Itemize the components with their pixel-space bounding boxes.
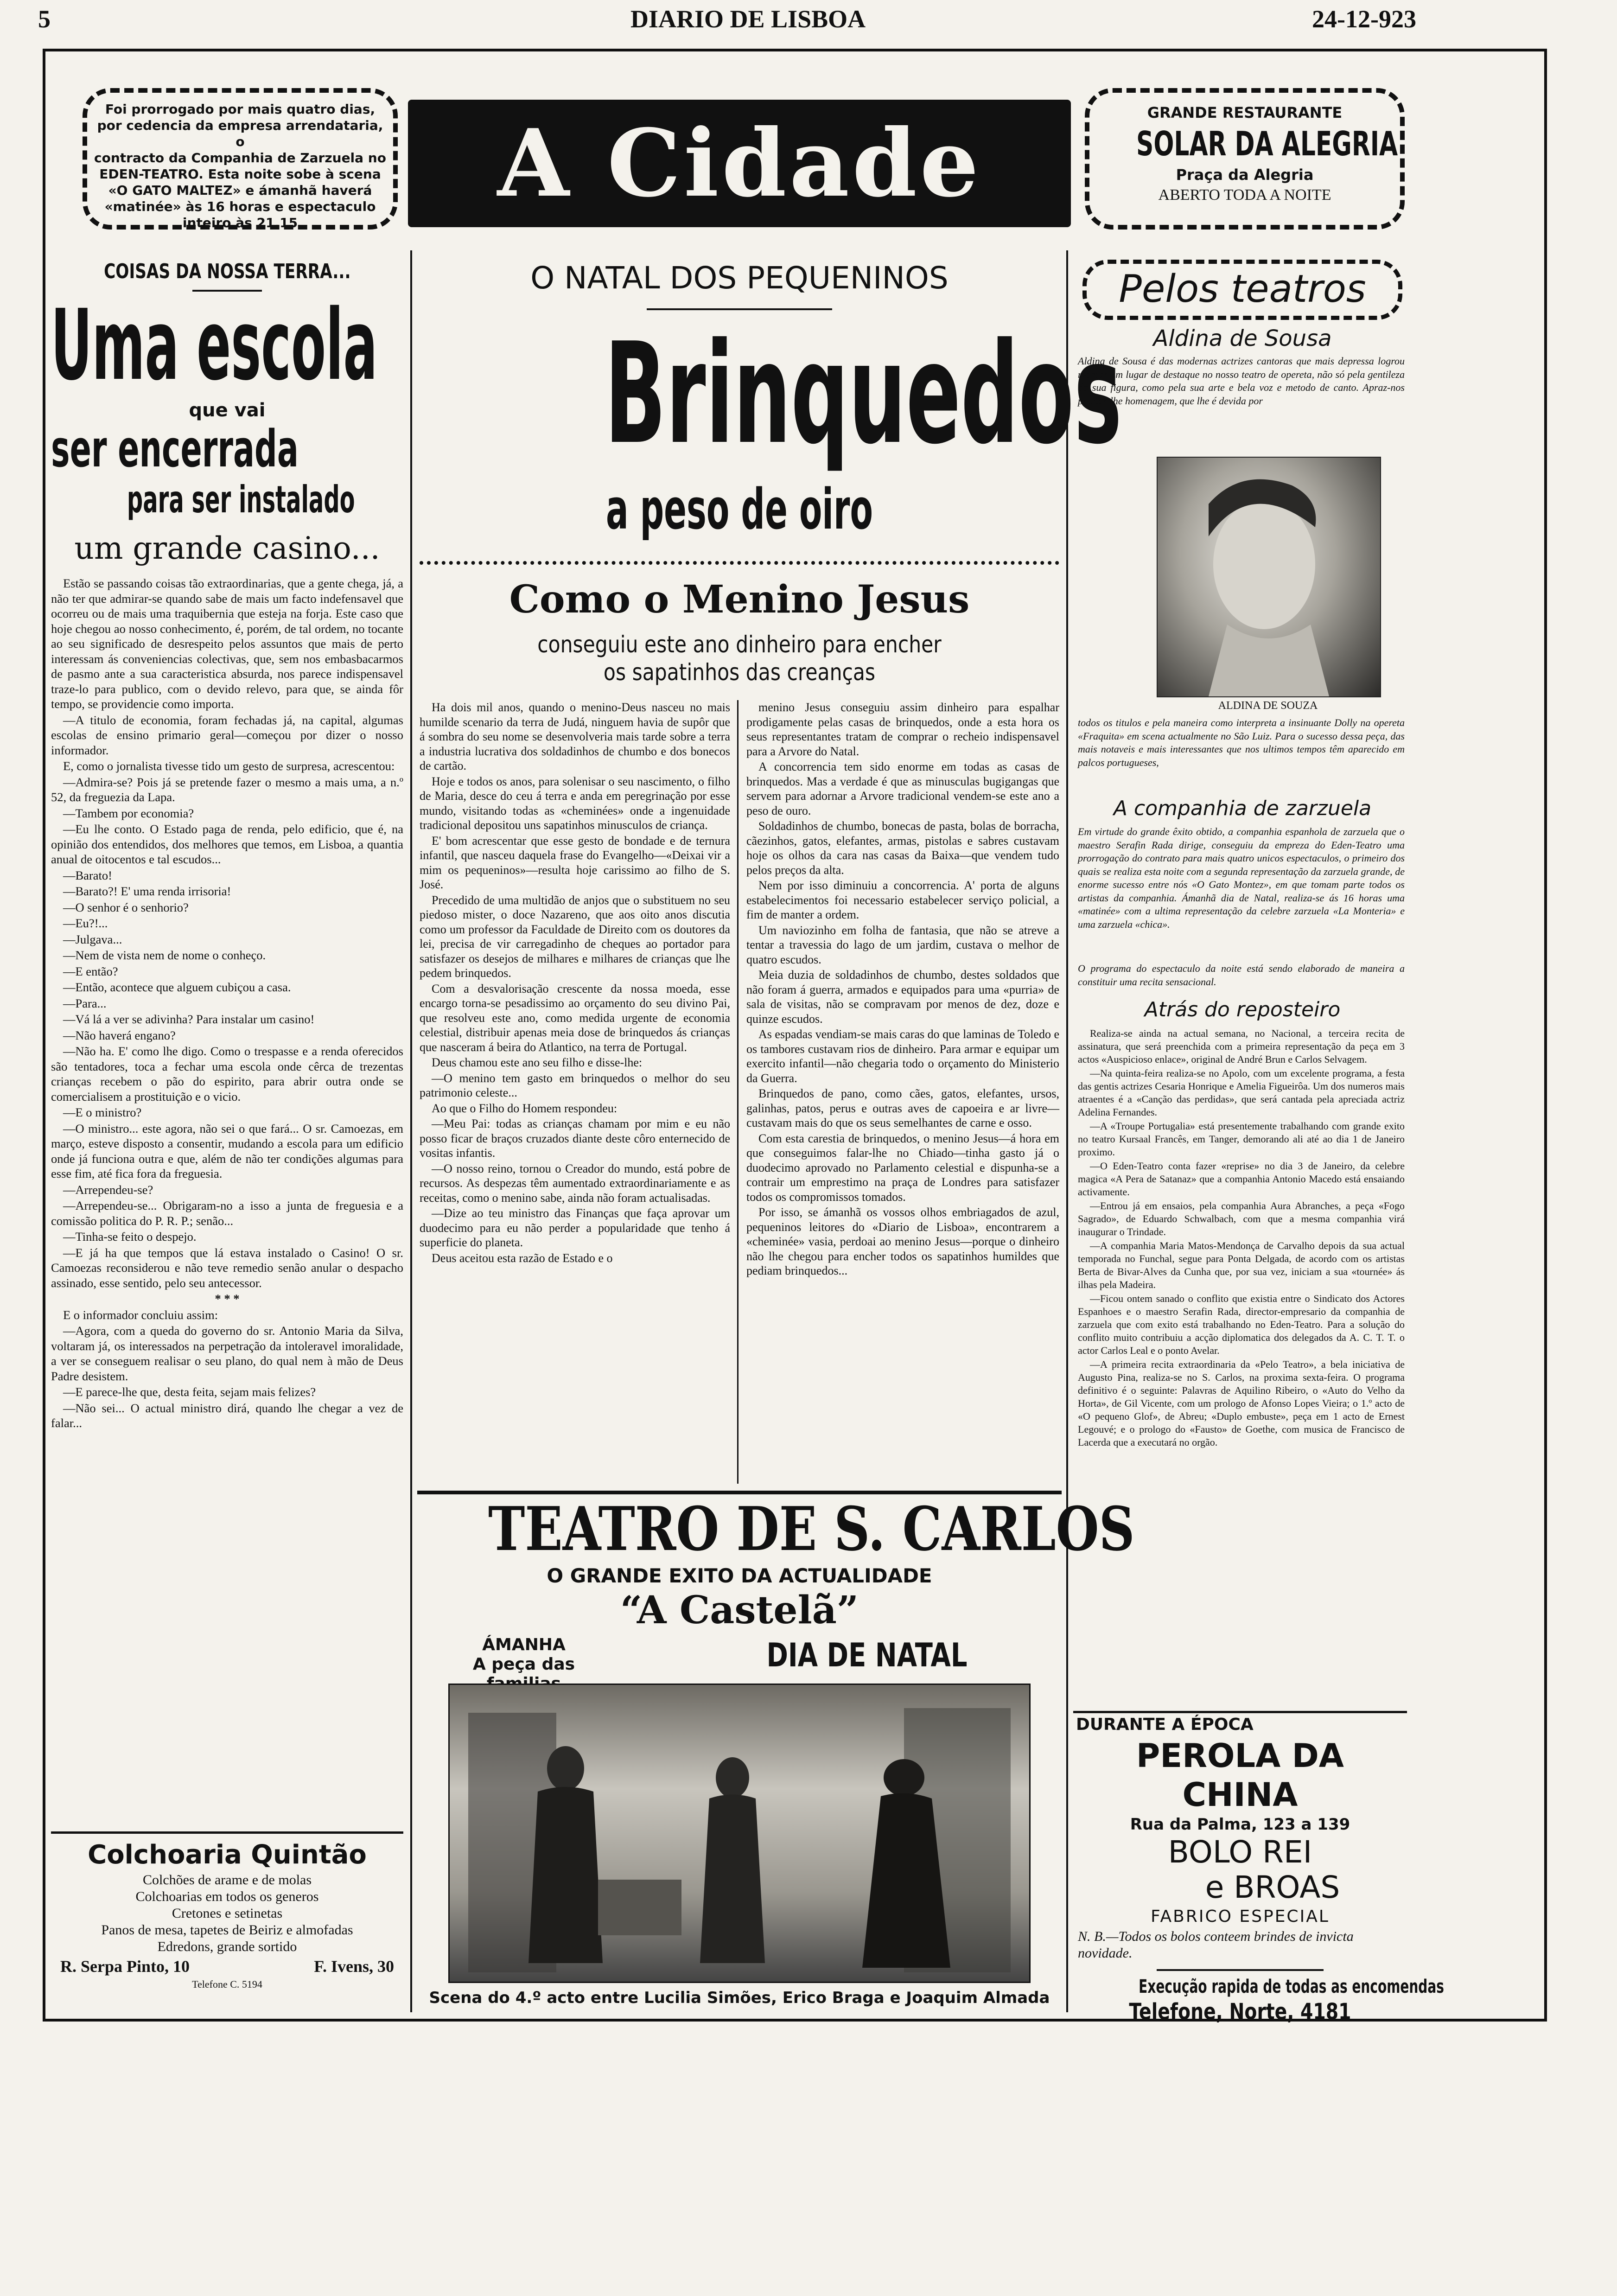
paragraph: —Barato! xyxy=(63,868,112,882)
paper-name: DIARIO DE LISBOA xyxy=(630,5,866,33)
ad-line: Colchões de arame e de molas xyxy=(142,1872,312,1888)
headline-1: Uma escola xyxy=(51,288,378,402)
paragraph: —A primeira recita extraordinaria da «Pelo Teatro», a bela iniciativa de Augusto Pina, realiza-se no S. Carlos, na proxima sexta-feira. O programa definitivo é o seguinte: Palavras de Aquilino Ribeiro, o «Auto do Velho da Horta», de Gil Vicente, com um prologo de Afonso Lopes Vieira; o 1.º acto de «O pequeno Glof», de Abreu; «Duplo embuste», peça em 1 acto de Ernest Legouvé; e o prologo do «Fausto» de Goethe, com musica de Francisco de Lacerda que a executará no orgão. xyxy=(1078,1358,1405,1448)
paragraph: —O menino tem gasto em brinquedos o melhor do seu patrimonio celeste... xyxy=(420,1071,730,1099)
paragraph: —E então? xyxy=(63,964,118,978)
paragraph: Com esta carestia de brinquedos, o menino Jesus—á hora em que conseguimos falar-lhe no Chiado—tinha gasto já o duodecimo aprovado no Parlamento celestial e dispunha-se a contrair um emprestimo na praça de Londres para satisfazer todos os compromissos tomados. xyxy=(746,1131,1059,1204)
paragraph: —E o ministro? xyxy=(63,1105,142,1119)
ad-line: Rua da Palma, 123 a 139 xyxy=(1130,1815,1350,1834)
ad-line: contracto da Companhia de Zarzuela no xyxy=(94,150,386,166)
ad-line: FABRICO ESPECIAL xyxy=(1151,1907,1330,1926)
headline-3: ser encerrada xyxy=(51,419,299,478)
center-h3b: os sapatinhos das creanças xyxy=(603,659,876,686)
paragraph: Precedido de uma multidão de anjos que o substituem no seu piedoso mister, o doce Nazareno, que aos oito anos discutia como um professor da Faculdade de Direito com os doutores da lei, precisa de vir carregadinho de cheques ao portador para satisfazer os desejos de milhares e milhares de crianças que lhe pedem brinquedos. xyxy=(420,893,730,980)
ad-day: DIA DE NATAL xyxy=(766,1636,968,1674)
ad-line: Execução rapida de todas as encomendas xyxy=(1139,1976,1444,1997)
center-title-wrap xyxy=(417,313,1122,475)
ad-line: Colchoarias em todos os generos xyxy=(135,1889,319,1904)
paragraph: Soldadinhos de chumbo, bonecas de pasta, bolas de borracha, cãezinhos, gatos, elefantes, armas, pistolas e sabres custavam hoje os olhos da cara nas casas da Baixa—que vendem tudo pelos preços da alta. xyxy=(746,819,1059,877)
paragraph: —Então, acontece que alguem cubiçou a casa. xyxy=(63,980,291,994)
center-subtitle-wrap xyxy=(417,480,1062,540)
ad-line: ÁMANHA xyxy=(482,1635,566,1654)
paragraph: —Não sei... O actual ministro dirá, quando lhe chegar a vez de falar... xyxy=(51,1401,403,1430)
paragraph: —Admira-se? Pois já se pretende fazer o mesmo a mais uma, a n.º 52, da freguezia da Lapa. xyxy=(51,775,403,804)
paragraph: —A titulo de economia, foram fechadas já, na capital, algumas escolas de ensino primario geral—começou por dizer o nosso informador. xyxy=(51,713,403,757)
article-body xyxy=(51,576,403,1431)
paragraph: —A «Troupe Portugalia» está presentemente trabalhando com grande exito no teatro Kursaal Francês, em Tanger, demorando ali até ao dia 1 de Janeiro proximo. xyxy=(1078,1120,1405,1158)
ad-line: Cretones e setinetas xyxy=(172,1906,283,1921)
masthead-title: A Cidade xyxy=(497,109,982,218)
section-title: Pelos teatros xyxy=(1119,267,1366,311)
column-divider-inner xyxy=(737,700,738,1484)
ad-phone: Telefone, Norte, 4181 xyxy=(1129,1999,1351,2025)
solar-da-alegria-ad xyxy=(1085,88,1405,230)
colchoaria-ad xyxy=(51,1831,403,2012)
ad-play: “A Castelã” xyxy=(620,1588,859,1633)
paragraph: —Nem de vista nem de nome o conheço. xyxy=(63,948,266,962)
paragraph: —Tambem por economia? xyxy=(63,806,194,820)
zarzuela-head: A companhia de zarzuela xyxy=(1113,797,1372,820)
paragraph: —Barato?! E' uma renda irrisoria! xyxy=(63,884,231,898)
ad-title: TEATRO DE S. CARLOS xyxy=(488,1493,1135,1564)
paragraph: A concorrencia tem sido enorme em todas as casas de brinquedos. Mas a verdade é que as minusculas bugigangas que servem para adornar a Arvore tradicional vendem-se este ano a peso de ouro. xyxy=(746,760,1059,817)
profile-name: Aldina de Sousa xyxy=(1153,325,1332,351)
top-rule xyxy=(43,49,1547,51)
ad-note: N. B.—Todos os bolos conteem brindes de invicta novidade. xyxy=(1078,1929,1354,1961)
paragraph: —Tinha-se feito o despejo. xyxy=(63,1230,197,1244)
photo-caption: Scena do 4.º acto entre Lucilia Simões, Erico Braga e Joaquim Almada xyxy=(429,1989,1050,2007)
zarzuela-text: Em virtude do grande êxito obtido, a companhia espanhola de zarzuela que o maestro Serafin Rada dirige, conseguiu da empreza do Eden-Teatro uma prorrogação do contrato para mais quatro unicos espectaculos, o primeiro dos quais se realiza esta noite com a segunda representação da zarzuela grande, de enorme sucesso entre nós «O Gato Montez», em que tomam parte todos os artistas da companhia. Ámanhã dia de Natal, realiza-se ás 16 horas uma «matinée» com a ultima representação da celebre zarzuela «La Monteria» e uma zarzuela «chica». xyxy=(1078,826,1405,930)
paragraph: E, como o jornalista tivesse tido um gesto de surpresa, acrescentou: xyxy=(63,759,395,773)
page-number: 5 xyxy=(38,5,51,33)
reposteiro-text xyxy=(1078,1027,1405,1450)
left-rule xyxy=(43,49,45,2022)
sao-carlos-ad xyxy=(417,1491,1135,2016)
center-subtitle: a peso de oiro xyxy=(606,478,873,542)
paragraph: —O nosso reino, tornou o Creador do mundo, está pobre de recursos. As despezas têm aumentado extraordinariamente e as receitas, como o menino sabe, ainda não foram actualisadas. xyxy=(420,1161,730,1205)
ad-title: PEROLA DA CHINA xyxy=(1136,1737,1344,1814)
column-divider-2 xyxy=(1066,250,1068,2012)
center-col-2 xyxy=(746,700,1059,1279)
pelos-teatros-box xyxy=(1082,260,1402,320)
right-rule xyxy=(1544,49,1547,2022)
ad-line: A peça das xyxy=(472,1655,575,1674)
center-h3a: conseguiu este ano dinheiro para encher xyxy=(537,631,942,658)
ad-line: EDEN-TEATRO. Esta noite sobe à scena xyxy=(99,166,381,182)
section-break: * * * xyxy=(215,1292,240,1306)
paragraph: Com a desvalorisação crescente da nossa moeda, esse encargo torna-se pesadissimo ao orçamento do seu divino Pai, que resolveu este ano, como medida urgente de economia celestial, distribuir apenas meia dose de brinquedos ás crianças que nasceram á beira do Atlantico, na terra de Portugal. xyxy=(420,982,730,1054)
ad-product: e BROAS xyxy=(1205,1869,1340,1905)
paragraph: —O senhor é o senhorio? xyxy=(63,900,189,914)
ad-line: por cedencia da empresa arrendataria, o xyxy=(97,118,383,149)
separator xyxy=(1157,1969,1324,1971)
ad-line: DURANTE A ÉPOCA xyxy=(1076,1715,1254,1734)
left-article xyxy=(51,260,403,1432)
ad-address: F. Ivens, 30 xyxy=(314,1957,394,1976)
eden-teatro-ad xyxy=(83,88,398,230)
stage-photo xyxy=(448,1684,1031,1983)
paragraph: —Não haverá engano? xyxy=(63,1028,176,1042)
ad-line: Edredons, grande sortido xyxy=(157,1939,297,1954)
separator xyxy=(647,308,832,310)
center-col-1 xyxy=(420,700,730,1266)
paragraph: —Julgava... xyxy=(63,932,122,946)
ad-line: GRANDE RESTAURANTE xyxy=(1147,104,1343,121)
paragraph: —A companhia Maria Matos-Mendonça de Carvalho depois da sua actual temporada no Funchal, segue para Ponta Delgada, de acordo com os artistas Berta de Bivar-Alves da Cunha que, por sua vez, iniciam a sua «tournée» ás ilhas pela Madeira. xyxy=(1078,1240,1405,1290)
headline-2: que vai xyxy=(189,400,266,421)
paragraph: Ha dois mil anos, quando o menino-Deus nasceu no mais humilde scenario da terra de Judá, ninguem havia de supôr que á sombra do seu nome se desenvolveria mais tarde sobre a terra a industria lucrativa dos soldadinhos de chumbo e dos bonecos de cartão. xyxy=(420,701,730,772)
headline-4: para ser instalado xyxy=(127,478,355,521)
zarzuela-note: O programa do espectaculo da noite está sendo elaborado de maneira a constituir uma recita sensacional. xyxy=(1078,963,1405,988)
ad-line: ABERTO TODA A NOITE xyxy=(1158,186,1331,204)
profile-intro: Aldina de Sousa é das modernas actrizes cantoras que mais depressa logrou marcar um lugar de destaque no nosso teatro de opereta, não só pela gentileza da sua figura, como pela sua arte e bela voz e metodo de canto. Apraz-nos prestar-lhe homenagem, que lhe é devida por xyxy=(1078,355,1405,407)
ad-address: R. Serpa Pinto, 10 xyxy=(60,1957,190,1976)
ad-line: inteiro às 21,15 xyxy=(182,215,298,230)
ad-line: O GRANDE EXITO DA ACTUALIDADE xyxy=(547,1564,932,1587)
paragraph: Por isso, se ámanhã os vossos olhos embriagados de azul, pequeninos leitores do «Diario de Lisboa», encontrarem a «cheminée» vasia, perdoai ao menino Jesus—porque o dinheiro não lhe chegou para encher todos os sapatinhos humildes que pediam brinquedos... xyxy=(746,1205,1059,1277)
paragraph: E o informador concluiu assim: xyxy=(63,1307,218,1322)
paragraph: —Para... xyxy=(63,996,107,1010)
paragraph: —Eu lhe conto. O Estado paga de renda, pelo edificio, que é, na opinião dos entendidos, dos melhores que temos, em Lisboa, a quantia anual de oitocentos e tal escudos... xyxy=(51,822,403,866)
ad-product: BOLO REI xyxy=(1168,1834,1312,1870)
paragraph: Ao que o Filho do Homem respondeu: xyxy=(432,1101,618,1115)
ad-line: Foi prorrogado por mais quatro dias, xyxy=(105,102,376,117)
ad-line: «matinée» às 16 horas e espectaculo xyxy=(104,199,376,214)
paragraph: Realiza-se ainda na actual semana, no Nacional, a terceira recita de assinatura, que será preenchida com a primeira representação da peça em 3 actos «Auspicioso enlace», original de André Brun e Carlos Selvagem. xyxy=(1078,1027,1405,1065)
paragraph: —Entrou já em ensaios, pela companhia Aura Abranches, a peça «Fogo Sagrado», de Eduardo Schwalbach, com que a mesma companhia virá inaugurar o Trindade. xyxy=(1078,1200,1405,1237)
perola-da-china-ad xyxy=(1073,1711,1444,2025)
paragraph: —O Eden-Teatro conta fazer «reprise» no dia 3 de Janeiro, da celebre magica «A Pera de Satanaz» que a companhia Antonio Macedo está ensaiando activamente. xyxy=(1078,1160,1405,1198)
paragraph: menino Jesus conseguiu assim dinheiro para espalhar prodigamente pelas casas de brinquedos, onde a esta hora os seus representantes tratam de comprar o recheio indispensavel para a Arvore do Natal. xyxy=(746,701,1059,758)
portrait-caption: ALDINA DE SOUZA xyxy=(1218,700,1318,712)
issue-date: 24-12-923 xyxy=(1312,5,1416,33)
center-kicker: O NATAL DOS PEQUENINOS xyxy=(530,260,949,296)
paragraph: —Vá lá a ver se adivinha? Para instalar um casino! xyxy=(63,1012,315,1026)
paragraph: —Meu Pai: todas as crianças chamam por mim e eu não posso ficar de braços cruzados diante deste côro enternecido de vositas infantis. xyxy=(420,1117,730,1160)
paragraph: —Na quinta-feira realiza-se no Apolo, com um excelente programa, a festa das gentis actrizes Cesaria Honrique e Amelia Figueirôa. Um dos numeros mais atraentes é a «Canção das perdidas», que será cantada pela apreciada actriz Adelina Fernandes. xyxy=(1078,1067,1405,1118)
paragraph: Deus chamou este ano seu filho e disse-lhe: xyxy=(432,1056,643,1069)
paragraph: —E parece-lhe que, desta feita, sejam mais felizes? xyxy=(63,1385,316,1399)
paragraph: As espadas vendiam-se mais caras do que laminas de Toledo e os tambores custavam rios de dinheiro. Para armar e equipar um exercito infantil—não chegaria todo o orçamento do Ministerio da Guerra. xyxy=(746,1027,1059,1085)
center-title: Brinquedos xyxy=(605,313,1122,475)
ad-phone: Telefone C. 5194 xyxy=(192,1978,262,1990)
paragraph: E' bom acrescentar que esse gesto de bondade e de ternura infantil, que nasceu daquela frase do Evangelho—«Deixai vir a mim os pequeninos»—resulta hoje carissimo ao filho de S. José. xyxy=(420,834,730,891)
paragraph: Nem por isso diminuiu a concorrencia. A' porta de alguns estabelecimentos foi necessario estabelecer serviço policial, a fim de manter a ordem. xyxy=(746,879,1059,921)
paragraph: —E já ha que tempos que lá estava instalado o Casino! O sr. Camoezas reconsiderou e não teve remedio senão anular o despacho assinado, esse sentido, pelo seu antecessor. xyxy=(51,1245,403,1290)
paragraph: Um naviozinho em folha de fantasia, que não se atreve a tentar a travessia do lago de um jardim, custava o melhor de quatro escudos. xyxy=(746,923,1059,966)
paragraph: —Não ha. E' como lhe digo. Como o trespasse e a renda oferecidos são tentadores, toca a fechar uma escola onde cêrca de trezentas crianças recebem o pão do espirito, para abrir outra onde se comercialisem a prostituição e o vicio. xyxy=(51,1044,403,1103)
dotted-rule xyxy=(420,561,1059,565)
reposteiro-head: Atrás do reposteiro xyxy=(1144,998,1341,1021)
paragraph: Brinquedos de pano, como cães, gatos, elefantes, ursos, galinhas, patos, perus e outras aves de capoeira e ar livre—custavam mais do que os seus semelhantes de carne e osso. xyxy=(746,1087,1059,1129)
center-h2: Como o Menino Jesus xyxy=(509,577,970,622)
paragraph: —Agora, com a queda do governo do sr. Antonio Maria da Silva, voltaram já, os interessados na perpetração da intoleravel imoralidade, a ver se conseguem realisar o seu plano, do qual nem à mão de Deus Padre desistem. xyxy=(51,1324,403,1383)
paragraph: Hoje e todos os anos, para solenisar o seu nascimento, o filho de Maria, desce do ceu á terra e anda em peregrinação por esse mundo, visitando todas as «cheminées» onde a ingenuidade tradicional depositou uns sapatinhos minusculos de criança. xyxy=(420,774,730,832)
column-divider-1 xyxy=(410,250,412,2012)
ad-line: Panos de mesa, tapetes de Beiriz e almofadas xyxy=(101,1922,353,1938)
kicker: COISAS DA NOSSA TERRA... xyxy=(103,260,351,283)
ad-line: Praça da Alegria xyxy=(1176,166,1314,184)
portrait-photo xyxy=(1157,457,1381,697)
headline-5: um grande casino... xyxy=(74,530,380,566)
paragraph: Deus aceitou esta razão de Estado e o xyxy=(432,1251,613,1265)
ad-title: Colchoaria Quintão xyxy=(88,1840,367,1870)
paragraph: Meia duzia de soldadinhos de chumbo, destes soldados que não foram á guerra, armados e equipados para uma «purria» de sala de visitas, não se compravam por menos de dez, doze e quinze escudos. xyxy=(746,968,1059,1026)
profile-continued: todos os titulos e pela maneira como interpreta a insinuante Dolly na opereta «Fraquita» em scena actualmente no São Luiz. Para o sucesso dessa peça, das mais notaveis e mais interessantes que nos ultimos tempos têm aparecido em palcos portugueses, xyxy=(1078,717,1405,768)
ad-title: SOLAR DA ALEGRIA xyxy=(1136,124,1398,163)
masthead-box xyxy=(408,100,1071,227)
paragraph: —O ministro... este agora, não sei o que fará... O sr. Camoezas, em março, esteve disposto a consentir, mudando a escola para um edificio onde já funciona outra e que, além de não ter condições algumas para esse fim, até fica fora da freguesia. xyxy=(51,1121,403,1180)
paragraph: —Dize ao teu ministro das Finanças que faça aprovar um duodecimo para eu não perder a popularidade que tenho á superficie do planeta. xyxy=(420,1206,730,1249)
paragraph: —Ficou ontem sanado o conflito que existia entre o Sindicato dos Actores Espanhoes e o maestro Serafin Rada, director-empresario da companhia de zarzuela que com exito está trabalhando no Eden-Teatro. Para a solução do conflito muito contribuiu a acção diplomatica dos delegados da A. C. T. T. o actor Carlos Leal e o ponto Avelar. xyxy=(1078,1293,1405,1356)
paragraph: —Arrependeu-se? xyxy=(63,1182,153,1197)
paragraph: Estão se passando coisas tão extraordinarias, que a gente chega, já, a não ter que admirar-se quando sabe de mais um facto indefensavel que ocorreu ou de mais uma traquibernia que esteja na forja. Este caso que hoje chegou ao nosso conhecimento, é, porém, de tal ordem, no tocante ao seu significado de desrespeito pelos assuntos que mais de perto interessam ás conveniencias colectivas, que, sem nos embasbacarmos de pasmo ante a sua caracteristica absurda, nos parece indispensavel traze-lo para publico, com o devido relevo, para que, se ainda fôr tempo, se providencie como importa. xyxy=(51,576,403,711)
ad-line: «O GATO MALTEZ» e ámanhã haverá xyxy=(108,183,372,198)
paragraph: —Arrependeu-se... Obrigaram-no a isso a junta de freguesia e a comissão politica do P. R. P.; senão... xyxy=(51,1199,403,1228)
paragraph: —Eu?!... xyxy=(63,916,108,930)
